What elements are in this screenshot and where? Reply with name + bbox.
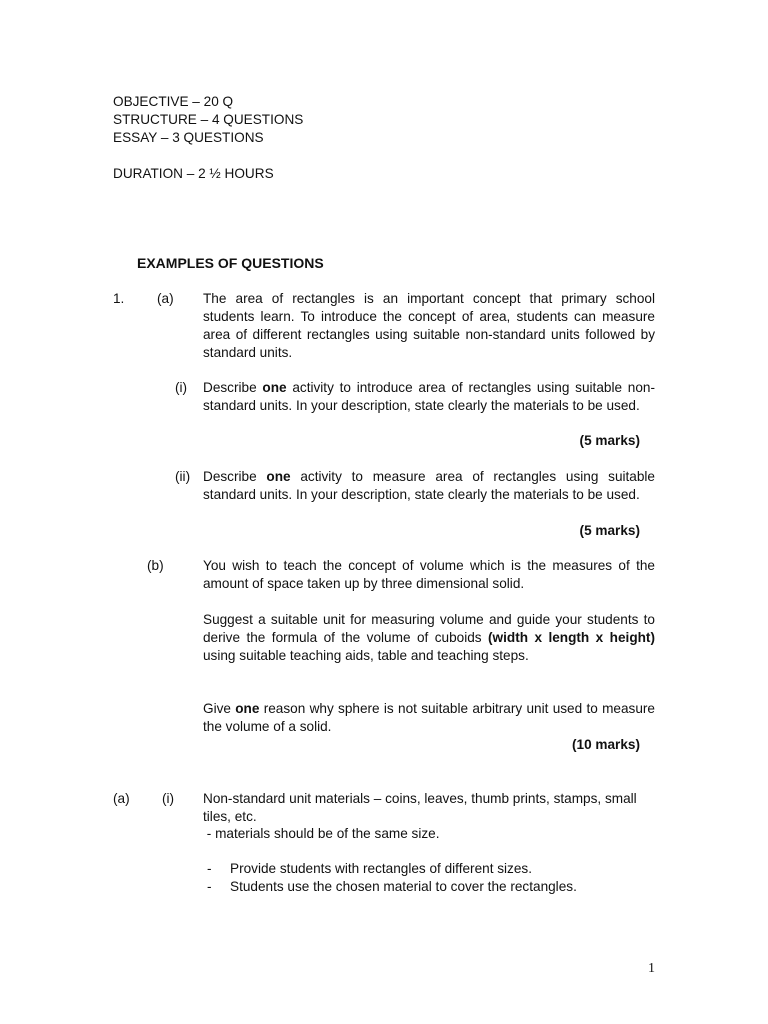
part-a-ii-marks: (5 marks) (579, 523, 640, 538)
header-duration: DURATION – 2 ½ HOURS (113, 166, 274, 181)
bullet-dash: - (207, 879, 212, 894)
answer-materials: Non-standard unit materials – coins, leaves, thumb prints, stamps, small tiles, etc. (203, 791, 637, 824)
page-number: 1 (648, 961, 655, 976)
answer-bullet: Provide students with rectangles of different sizes. (230, 861, 532, 876)
question-number: 1. (113, 291, 125, 306)
header-structure: STRUCTURE – 4 QUESTIONS (113, 112, 304, 127)
part-b-para-1: You wish to teach the concept of volume which is the measures of the amount of space taken up by three dimensional solid. (203, 558, 655, 591)
part-b-para-3: Give one reason why sphere is not suitable arbitrary unit used to measure the volume of a solid. (203, 701, 655, 734)
part-a-ii-text: Describe one activity to measure area of rectangles using suitable standard units. In your description, state clearly the materials to be used. (203, 469, 655, 502)
part-a-ii-label: (ii) (175, 469, 191, 484)
part-a-label: (a) (157, 291, 174, 306)
header-objective: OBJECTIVE – 20 Q (113, 94, 234, 109)
answer-materials-note: - materials should be of the same size. (203, 826, 440, 841)
header-essay: ESSAY – 3 QUESTIONS (113, 130, 264, 145)
bullet-dash: - (207, 861, 212, 876)
part-a-intro: The area of rectangles is an important concept that primary school students learn. To introduce the concept of area, students can measure area of different rectangles using suitable non-standard units followed by standard units. (203, 291, 655, 360)
part-b-para-2: Suggest a suitable unit for measuring volume and guide your students to derive the formula of the volume of cuboids (width x length x height) using suitable teaching aids, table and teaching steps. (203, 612, 655, 663)
answer-bullet: Students use the chosen material to cover the rectangles. (230, 879, 577, 894)
part-a-i-label: (i) (175, 380, 188, 395)
part-b-label: (b) (147, 558, 164, 573)
part-a-i-text: Describe one activity to introduce area of rectangles using suitable non-standard units. In your description, state clearly the materials to be used. (203, 380, 655, 413)
answer-a-label: (a) (113, 791, 130, 806)
part-b-marks: (10 marks) (571, 737, 640, 752)
part-a-i-marks: (5 marks) (579, 433, 640, 448)
section-title: EXAMPLES OF QUESTIONS (137, 255, 324, 271)
answer-i-label: (i) (162, 791, 175, 806)
